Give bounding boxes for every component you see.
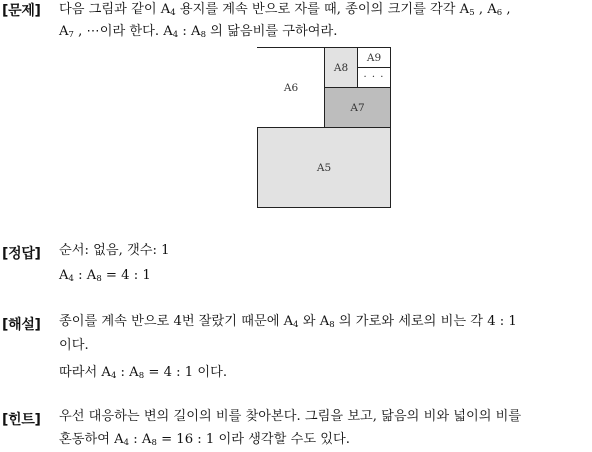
- a7-region: [324, 87, 391, 128]
- problem-line-2: $A_7$ , ⋯이라 한다. $A_4$ : $A_8$ 의 닮음비를 구하여라.: [59, 24, 338, 40]
- a9-region: [357, 47, 391, 68]
- answer-line-1: 순서: 없음, 갯수: 1: [59, 243, 170, 258]
- paper-size-figure: [257, 47, 391, 208]
- a6-label: A6: [283, 81, 299, 94]
- hint-line-2: 혼동하여 $A_4$ : $A_8 = 16$ : 1 이라 생각할 수도 있다.: [59, 432, 350, 448]
- a5-region: [257, 127, 391, 208]
- explanation-line-1: 종이를 계속 반으로 4번 잘랐기 때문에 $A_4$ 와 $A_8$ 의 가로와 세로의 비는 각 4 : 1: [59, 314, 517, 330]
- a8-label: A8: [333, 61, 349, 74]
- answer-tag: [정답]: [2, 246, 41, 262]
- ellipsis-region: [357, 67, 391, 88]
- explanation-line-2: 이다.: [59, 338, 89, 353]
- answer-line-2: $A_4$ : $A_8 = 4$ : 1: [59, 268, 151, 284]
- explanation-line-3: 따라서 $A_4$ : $A_8 = 4$ : 1 이다.: [59, 365, 228, 381]
- explanation-tag: [해설]: [2, 317, 41, 333]
- problem-line-1: 다음 그림과 같이 $A_4$ 용지를 계속 반으로 자를 때, 종이의 크기를 각각 $A_5$ , $A_6$ ,: [59, 2, 511, 18]
- a6-region: [257, 47, 325, 128]
- hint-tag: [힌트]: [2, 412, 41, 428]
- problem-tag: [문제]: [2, 3, 41, 19]
- hint-line-1: 우선 대응하는 변의 길이의 비를 찾아본다. 그림을 보고, 닮음의 비와 넓이의 비를: [59, 409, 522, 424]
- a7-label: A7: [350, 101, 365, 114]
- a8-region: [324, 47, 358, 88]
- a9-label: A9: [366, 51, 382, 64]
- ellipsis-label: · · ·: [363, 72, 385, 83]
- a5-label: A5: [316, 161, 332, 174]
